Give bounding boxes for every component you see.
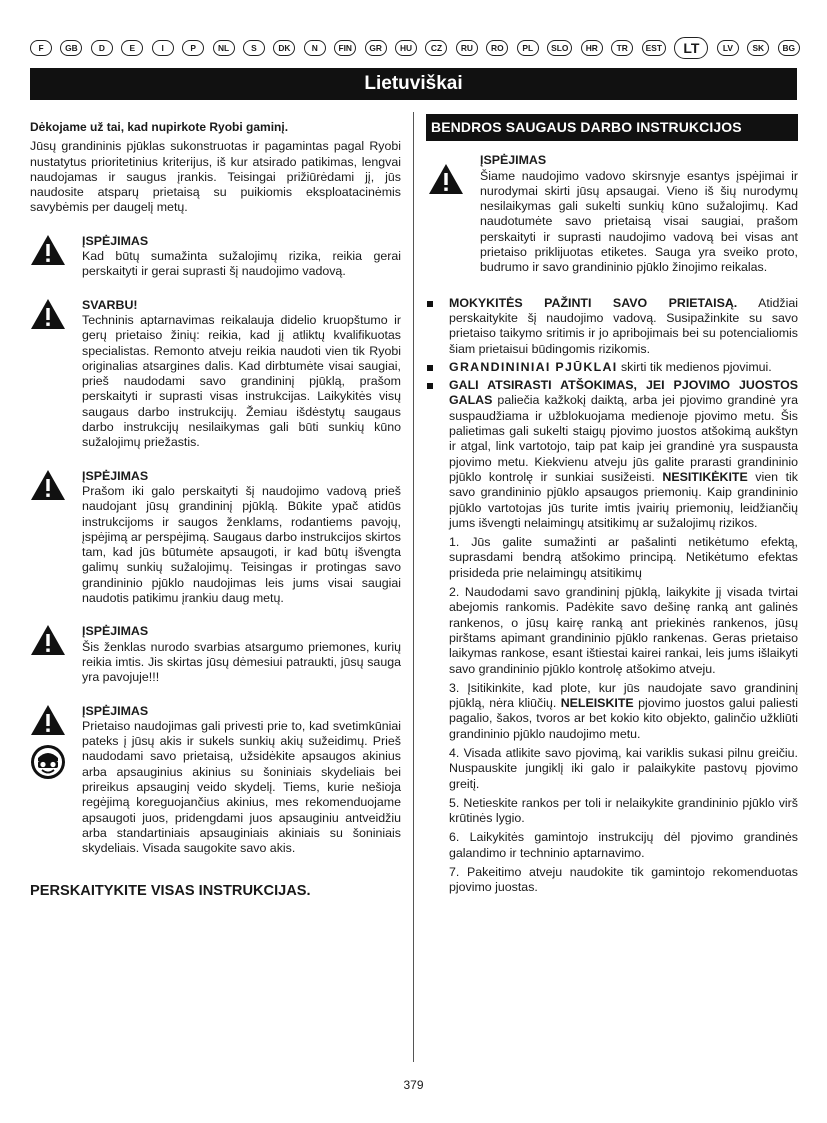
bullet-text: skirti tik medienos pjovimui. [617, 359, 772, 374]
language-tab-p[interactable]: P [182, 40, 204, 56]
warning-text: Kad būtų sumažinta sužalojimų rizika, reikia gerai perskaityti ir gerai suprasti šį naudojimo vadovą. [82, 249, 401, 279]
warning-triangle-icon [30, 704, 66, 736]
warning-text: Prašom iki galo perskaityti šį naudojimo vadovą prieš naudojant jūsų grandininį pjūklą. Būkite ypač atidūs instrukcijoms ir saugos ženklams, rodantiems pavojų, įspėjimą ar perspėjimą. Saugaus darbo instrukcijos skirtos tam, kad jūs būtumėte apsaugoti, ir kad būtų išvengta galimų sunkių sužalojimų. Teisingas ir protingas savo grandininio pjūklo naudojimas leis jums visai saugiai naudotis patikimu įrankiu daug metų. [82, 483, 401, 606]
bullet-bold: GALI ATSIRASTI ATŠOKIMAS, JEI PJOVIMO JUOSTOS GALAS [449, 378, 798, 408]
bullet-text-2: vien tik savo grandininio pjūklo apsaugos priemonių. Kaip grandininio pjūklo vartotojas jūs turite imtis įvairių priemonių, leidžiančių jums išvengti nelaimingų atsitikimų ar sužalojimų rizikos. [449, 469, 798, 530]
warning-text: Prietaiso naudojimas gali privesti prie to, kad svetimkūniai pateks į jūsų akis ir sukels sunkių akių sužeidimų. Prieš naudodami savo prietaisą, užsidėkite apsaugos akinius arba apsauginius akinius su šoniniais skydeliais bei prireikus apsauginį veido skydelį. Tiems, kurie nešioja regėjimą koreguojančius akinius, mes rekomenduojame apsaugoti juos, pridengdami juos apsauginiu antveidžiu arba standartiniais apsauginiais akiniais su šoniniais skydeliais. Visada saugokite savo akis. [82, 718, 401, 856]
language-tab-ru[interactable]: RU [456, 40, 478, 56]
numbered-bold: NELEISKITE [556, 696, 634, 711]
bullet-bold: GRANDININIAI PJŪKLAI [449, 359, 618, 374]
bullet-item [426, 360, 798, 375]
warning-triangle-icon [30, 298, 82, 330]
numbered-item-7: 7. Pakeitimo atveju naudokite tik gamintojo rekomenduotas pjovimo juostas. [449, 865, 798, 895]
numbered-item-4: 4. Visada atlikite savo pjovimą, kai variklis sukasi pilnu greičiu. Nuspauskite jungiklį iki galo ir palaikykite pastovų pjovimo greitį. [449, 745, 798, 791]
column-divider [413, 112, 414, 1062]
bullet-bold-2: NESITIKĖKITE [654, 469, 748, 484]
warning-title: ĮSPĖJIMAS [82, 624, 149, 639]
numbered-item-1: 1. Jūs galite sumažinti ar pašalinti netikėtumo efektą, suprasdami bendrą atšokimo principą. Netikėtumo efektas prisideda prie nelaimingų atsitikimų [449, 535, 798, 580]
warning-title: ĮSPĖJIMAS [82, 468, 149, 483]
warning-block-4 [30, 624, 401, 685]
warning-triangle-icon [30, 234, 82, 266]
closing-statement: PERSKAITYKITE VISAS INSTRUKCIJAS. [30, 883, 311, 900]
language-tab-s[interactable]: S [243, 40, 265, 56]
numbered-item-5: 5. Netieskite rankos per toli ir nelaikykite grandininio pjūklo virš krūtinės lygio. [449, 795, 798, 826]
language-tab-tr[interactable]: TR [611, 40, 633, 56]
warning-title: ĮSPĖJIMAS [82, 703, 149, 718]
page-number: 379 [403, 1078, 424, 1092]
language-tab-d[interactable]: D [91, 40, 113, 56]
language-tab-ro[interactable]: RO [486, 40, 508, 56]
right-column [426, 112, 798, 896]
warning-triangle-icon [426, 153, 480, 195]
section-title: BENDROS SAUGAUS DARBO INSTRUKCIJOS [426, 114, 798, 141]
warning-block-1 [30, 234, 401, 280]
bullet-item [426, 378, 798, 531]
bullet-text: paliečia kažkokį daiktą, arba jei pjovimo grandinė yra suspaudžiama ir užblokuojama medienoje pjovimo metu. Šis palietimas gali sukelti staigų pjovimo juostos atšokimą aukštyn ir atgal, link vartotojo, taip pat kaip jei grandinė yra suspausta pjovimo metu. Kiekvienu atveju jūs galite prarasti grandininio pjūklo kontrolę ir sunkiai susižeisti. [449, 393, 798, 484]
warning-triangle-icon [30, 469, 82, 501]
language-tab-bg[interactable]: BG [778, 40, 800, 56]
numbered-item-3 [449, 681, 798, 742]
language-tab-lv[interactable]: LV [717, 40, 739, 56]
warning-title: ĮSPĖJIMAS [480, 153, 547, 168]
warning-title: SVARBU! [82, 297, 138, 312]
warning-text: Techninis aptarnavimas reikalauja didelio kruopštumo ir gerų prietaiso žinių: reikia, kad jį atliktų kvalifikuotas specialistas. Remonto atveju reikia naudoti vien tik Ryobi originalias atsargines dalis. Kad dirbtumėte visai saugiai, prieš naudodami savo grandininį pjūklą, prašom perskaityti ir suprasti visas instrukcijas. Laikykitės visų saugaus darbo instrukcijų. Žemiau išdėstytų saugaus darbo instrukcijų nesilaikymas gali būti sunkių kūno sužalojimų priežastis. [82, 312, 401, 450]
warning-text: Šiame naudojimo vadovo skirsnyje esantys įspėjimai ir nurodymai skirti jūsų apsaugai. Vieno iš šių nurodymų nesilaikymas gali sukelti sunkių kūno sužalojimų. Kad naudotumėte savo prietaisą visai saugiai, prašom perskaityti ir suprasti naudojimo vadovą bei visas ant prietaiso priklijuotas etiketes. Sauga yra sveiko proto, budrumo ir savo grandininio pjūklo žinojimo reikalas. [480, 168, 798, 275]
general-warning-block [426, 153, 798, 275]
warning-text: Šis ženklas nurodo svarbias atsargumo priemones, kurių reikia imtis. Jis skirtas jūsų dėmesiui patraukti, jūsų sauga yra pavojuje!!! [82, 639, 401, 685]
numbered-item-2: 2. Naudodami savo grandininį pjūklą, laikykite jį visada tvirtai abejomis rankomis. Padėkite savo dešinę ranką ant galinės rankenos, o jūsų kairę ranką ant priekinės rankenos, jūsų pirštams apimant grandininio pjūklo rankenas. Geras prietaiso laikymas rankose, esant ištiestai kairei rankai, leis jums išlaikyti savo grandininio pjūklo kontrolę atšokimo atveju. [449, 585, 798, 676]
language-tab-nl[interactable]: NL [213, 40, 235, 56]
language-tab-gb[interactable]: GB [60, 40, 82, 56]
language-tab-slo[interactable]: SLO [547, 40, 572, 56]
page-title: Lietuviškai [30, 68, 797, 100]
language-tab-hu[interactable]: HU [395, 40, 417, 56]
language-tab-n[interactable]: N [304, 40, 326, 56]
language-tab-f[interactable]: F [30, 40, 52, 56]
warning-block-5 [30, 704, 401, 857]
language-tab-e[interactable]: E [121, 40, 143, 56]
warning-block-3 [30, 469, 401, 607]
language-tab-cz[interactable]: CZ [425, 40, 447, 56]
warning-block-2 [30, 298, 401, 451]
warning-title: ĮSPĖJIMAS [82, 233, 149, 248]
language-tabs [30, 38, 800, 58]
numbered-item-6: 6. Laikykitės gamintojo instrukcijų dėl pjovimo grandinės galandimo ir techninio aptarnavimo. [449, 830, 798, 860]
language-tab-dk[interactable]: DK [273, 40, 295, 56]
language-tab-est[interactable]: EST [642, 40, 666, 56]
thanks-heading: Dėkojame už tai, kad nupirkote Ryobi gaminį. [30, 120, 289, 134]
bullet-text: Atidžiai perskaitykite šį naudojimo vadovą. Susipažinkite su savo prietaiso taikymo sritimis ir jo apribojimais bei su potencialiomis šiam prietaisui būdingomis rizikomis. [449, 295, 799, 356]
numbered-text-post: pjovimo juostos galui paliesti pagalio, šakos, tvoros ar bet kokio kito objekto, galinčio užkliūti grandininio pjūklo naudojimo metu. [449, 696, 799, 741]
numbered-text: 3. Įsitikinkite, kad plote, kur jūs naudojate savo grandininį pjūklą, nėra kliūčių. [449, 680, 798, 711]
language-tab-i[interactable]: I [152, 40, 174, 56]
warning-triangle-icon [30, 624, 82, 656]
bullet-bold: MOKYKITĖS PAŽINTI SAVO PRIETAISĄ. [449, 295, 738, 310]
language-tab-lt[interactable]: LT [674, 37, 708, 59]
intro-paragraph: Jūsų grandininis pjūklas sukonstruotas ir pagamintas pagal Ryobi nustatytus prioritetinius kriterijus, iš kur atsirado patikimas, lengvai naudojamas ir saugus įrankis. Teisingai prižiūrėdami jį, jūs naudosite atsparų prietaisą su puikiomis eksploatacinėmis savybėmis per daugelį metų. [30, 139, 401, 215]
bullet-item [426, 296, 798, 357]
language-tab-fin[interactable]: FIN [334, 40, 356, 56]
language-tab-gr[interactable]: GR [365, 40, 387, 56]
language-tab-hr[interactable]: HR [581, 40, 603, 56]
left-column [30, 112, 401, 900]
safety-goggles-icon [30, 744, 66, 784]
language-tab-sk[interactable]: SK [747, 40, 769, 56]
language-tab-pl[interactable]: PL [517, 40, 539, 56]
